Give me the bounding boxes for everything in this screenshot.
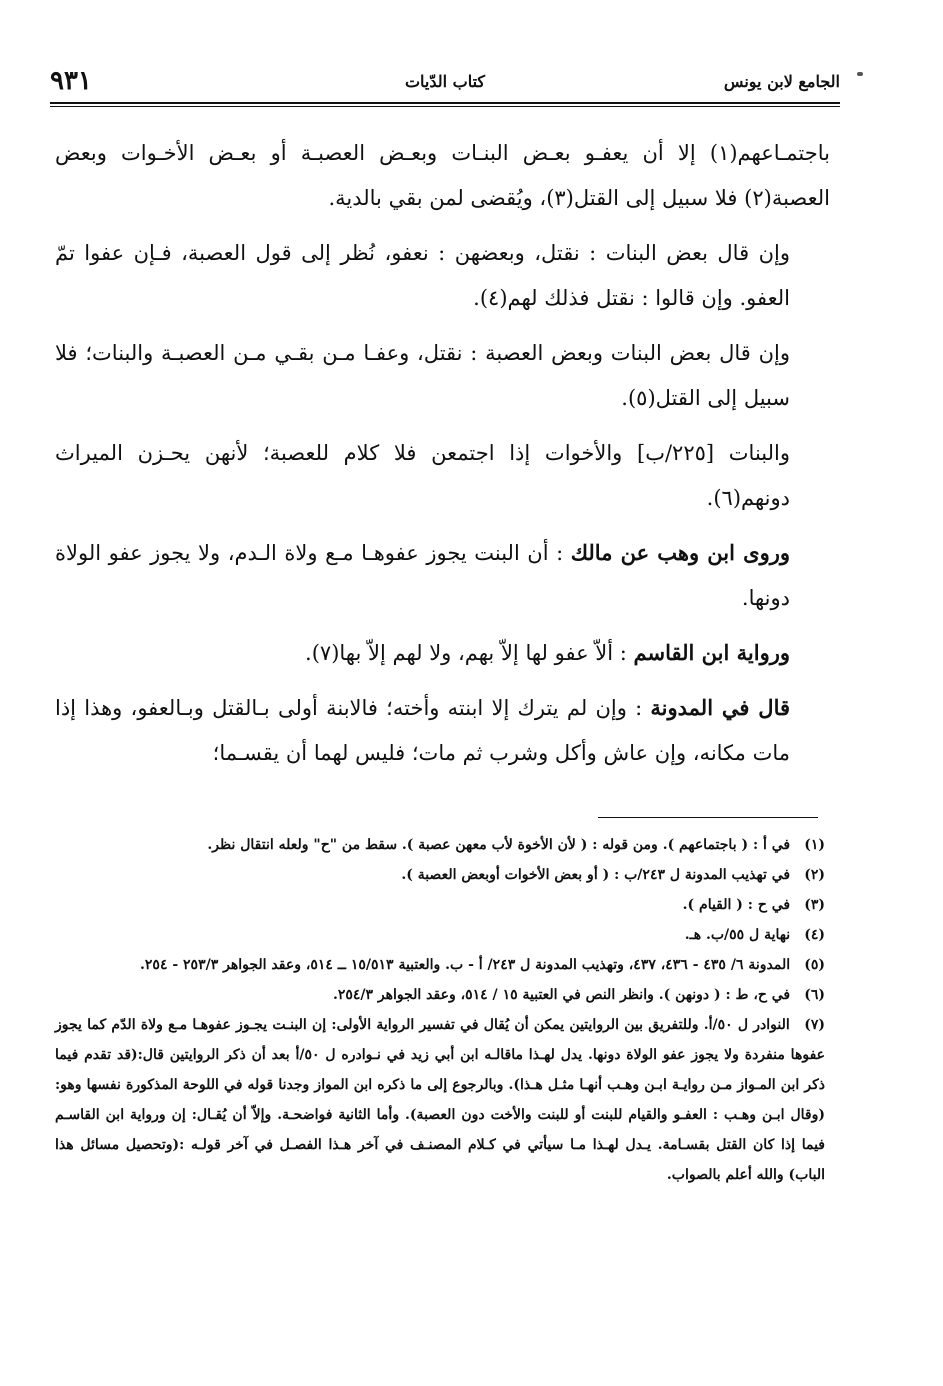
paragraph — [55, 430, 830, 521]
footnote — [55, 980, 825, 1010]
paragraph-text: وإن قال بعض البنات وبعض العصبة : نقتل، وعفـا مـن بقـي مـن العصبـة والبنات؛ فلا سبيل إلى القتل(٥). — [55, 341, 790, 410]
header-rule — [50, 102, 840, 104]
footnote — [55, 890, 825, 920]
chapter-title: كتاب الدّيات — [404, 72, 486, 91]
scan-speck — [857, 72, 863, 76]
footnote-number: (١) — [804, 837, 825, 853]
footnote-text: نهاية ل ٥٥/ب. هـ. — [684, 927, 791, 943]
paragraph-lead: ورواية ابن القاسم — [633, 640, 790, 665]
footnote-number: (٧) — [804, 1017, 825, 1033]
footnote-text: المدونة ٦/ ٤٣٥ - ٤٣٦، ٤٣٧، وتهذيب المدونة ل ٢٤٣/ أ - ب. والعتبية ١٥/٥١٣ ــ ٥١٤، وعقد الجواهر ٢٥٣/٣ - ٢٥٤. — [140, 957, 791, 973]
book-title: الجامع لابن يونس — [723, 72, 840, 91]
paragraph — [55, 630, 830, 676]
footnote-number: (٤) — [804, 927, 825, 943]
paragraph-lead: قال في المدونة — [650, 695, 791, 720]
footnote-text: في ح : ( القيام ). — [682, 897, 791, 913]
footnote — [55, 920, 825, 950]
paragraph — [55, 330, 830, 421]
footnote — [55, 830, 825, 860]
paragraph-text: : ألاّ عفو لها إلاّ بهم، ولا لهم إلاّ بها(٧). — [305, 641, 634, 665]
footnote — [55, 860, 825, 890]
footnotes — [55, 830, 825, 1190]
page-number: ٩٣١ — [50, 66, 92, 96]
running-header — [50, 66, 840, 102]
footnote-text: في أ : ( باجتماعهم ). ومن قوله : ( لأن الأخوة لأب معهن عصبة ). سقط من "ح" ولعله انتقال نظر. — [207, 837, 791, 853]
paragraph-lead: وروى ابن وهب عن مالك — [570, 540, 790, 565]
footnote-number: (٣) — [804, 897, 825, 913]
footnote-text: في ح، ط : ( دونهن ). وانظر النص في العتبية ١٥ / ٥١٤، وعقد الجواهر ٢٥٤/٣. — [332, 987, 791, 1003]
paragraph-text: : وإن لم يترك إلا ابنته وأخته؛ فالابنة أولى بـالقتل وبـالعفو، وهذا إذا مات مكانه، وإن عاش وأكل وشرب ثم مات؛ فليس لهما أن يقسـما؛ — [55, 696, 790, 765]
paragraph — [55, 230, 830, 321]
header-rule-thin — [50, 106, 840, 107]
paragraph-text: : أن البنت يجوز عفوهـا مـع ولاة الـدم، ولا يجوز عفو الولاة دونها. — [55, 541, 790, 610]
footnote-text: النوادر ل ٥٠/أ. وللتفريق بين الروايتين يمكن أن يُقال في تفسير الرواية الأولى: إن البنـت يجـوز عفوهـا مـع ولاة الدّم كما يجوز عفوها منفردة ولا يجوز عفو الولاة دونها. يدل لهـذا ماقالـه ابن أبي زيد في نـوادره ل ٥٠/أ بعد أن ذكر الروايتين قال:(قد تقدم فيما ذكر ابن المـواز مـن روايـة ابـن وهـب أنهـا مثـل هـذا). وبالرجوع إلى ما ذكره ابن المواز وجدنا قوله في اللوحة المذكورة نفسها وهو: (وقال ابـن وهـب : العفـو والقيام للبنت أو للبنت والأخت دون العصبة). وأما الثانية فواضحـة. وإلاّ أن يُقـال: إن ورواية ابن القاسـم فيما إذا كان القتل بقسـامة. يـدل لهـذا مـا سيأتي في كـلام المصنـف في آخر هـذا الفصـل في آخر قولـه :(وتحصيل مسائل هذا الباب) والله أعلم بالصواب. — [55, 1017, 826, 1183]
paragraph — [55, 685, 830, 776]
footnote — [55, 950, 825, 980]
paragraph — [55, 530, 830, 621]
paragraph-text: والبنات [٢٢٥/ب] والأخوات إذا اجتمعن فلا كلام للعصبة؛ لأنهن يحـزن الميراث دونهم(٦). — [55, 441, 790, 510]
footnote-number: (٦) — [804, 987, 825, 1003]
footnote-text: في تهذيب المدونة ل ٢٤٣/ب : ( أو بعض الأخوات أوبعض العصبة ). — [401, 867, 791, 883]
paragraph-text: باجتمـاعهم(١) إلا أن يعفـو بعـض البنـات وبعـض العصبـة أو بعـض الأخـوات وبعض العصبة(٢) فلا سبيل إلى القتل(٣)، ويُقضى لمن بقي بالدية. — [55, 141, 830, 210]
paragraph-text: وإن قال بعض البنات : نقتل، وبعضهن : نعفو، نُظر إلى قول العصبة، فـإن عفوا تمّ العفو. وإن قالوا : نقتل فذلك لهم(٤). — [55, 241, 790, 310]
footnote-number: (٥) — [804, 957, 825, 973]
footnote-rule — [598, 817, 818, 818]
paragraph — [55, 130, 830, 221]
footnote-number: (٢) — [804, 867, 825, 883]
main-text — [55, 130, 830, 785]
footnote — [55, 1010, 825, 1190]
